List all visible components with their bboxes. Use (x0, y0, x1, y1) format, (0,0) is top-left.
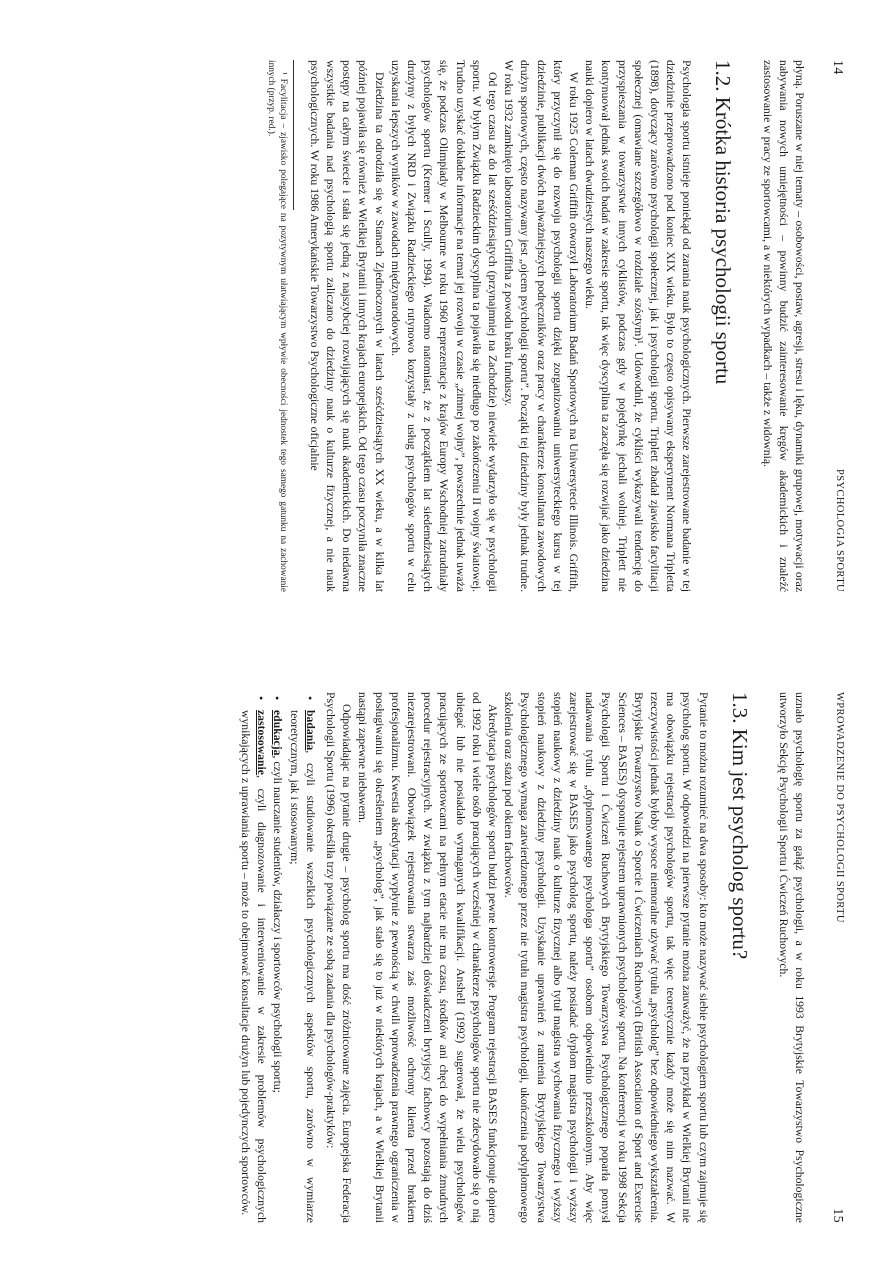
page-number: 15 (830, 1208, 845, 1223)
section-heading: 1.2. Krótka historia psychologii sportu (711, 60, 736, 385)
body-paragraph: Psychologia sportu istnieje poniekąd od zarania nauk psychologicznych. Pierwsze zarejestrowane badanie w tej dziedzinie przeprowadzono pod koniec XIX wieku. Było to często opisywany eksperyment Normana Tripletta (1898), dotyczący zarówno psychologii społecznej, jak i psychologii sportu. Triplett zbadał zjawisko facylitacji społecznej (omawiane szczegółowo w rozdziale szóstym)¹. Udowodnił, że cykliści wykazywali tendencję do przyspieszania w towarzystwie innych cyklistów, podczas gdy w pojedynkę jechali wolniej. Triplett nie kontynuował jednak swoich badań w zakresie sportu, tak więc dyscyplina ta zaczęła się rozwijać jako dziedzina nauki dopiero w latach dwudziestych naszego wieku. (583, 60, 694, 592)
list-item-text: , czyli diagnozowanie i interweniowanie w zakresie problemów psychologicznych wynikających z uprawiania sportu – może to obejmować konsultacje drużyn lub pojedynczych sportowców. (238, 710, 269, 1223)
list-item (269, 696, 285, 1223)
intro-paragraph: płyną. Poruszane w niej tematy – osobowości, postaw, agresji, stresu i lęku, dynamiki grupowej, motywacji oraz nabywania nowych umiejętności – powinny budzić zainteresowanie kręgów akademickich i znaleźć zastosowanie w pracy ze sportowcami, a w niektórych wypadkach – także z widownią. (760, 60, 806, 592)
list-item-term: zastosowanie (255, 710, 269, 775)
body-paragraph: Akredytacja psychologów sportu budzi pewne kontrowersje. Program rejestracji BASES funkcjonuje dopiero od 1992 roku i wiele osób pracujących wcześniej w charakterze psychologów sportu nie zdecydowało się o nią ubiegać lub nie posiadało wymaganych kwalifikacji. Anshell (1992) sugerował, że wielu psychologów pracujących ze sportowcami na pełnym etacie nie ma czasu, środków ani chęci do wypełniania żmudnych procedur rejestracyjnych. W związku z tym najbardziej doświadczeni brytyjscy fachowcy pozostają do dziś niezarejestrowani. Obowiązek rejestrowania stwarza zaś możliwość ochrony klienta przed brakiem profesjonalizmu. Kwestia akredytacji wypłynie z pewnością w chwili wprowadzenia prawnego ograniczenia w posługiwaniu się określeniem „psycholog”, jak stało się to już w niektórych krajach, a w Wielkiej Brytanii nastąpi zapewne niebawem. (356, 692, 499, 1223)
page-number: 14 (830, 60, 845, 75)
body-paragraph: Pytanie to można rozumieć na dwa sposoby: kto może nazywać siebie psychologiem sportu lub czym zajmuje się psycholog sportu. W odpowiedzi na pierwsze pytanie można zauważyć, że na przykład w Wielkiej Brytanii nie ma obowiązku rejestracji psychologów sportu, tak więc teoretycznie każdy może się nim nazwać. W rzeczywistości jednak byłoby wysoce niemoralne używać tytułu „psycholog” bez odpowiedniego wykształcenia. Brytyjskie Towarzystwo Nauk o Sporcie i Ćwiczeniach Ruchowych (British Association of Sport and Exercise Sciences – BASES) dysponuje rejestrem uprawnionych psychologów sportu. Na konferencji w roku 1998 Sekcja Psychologii Sportu i Ćwiczeń Ruchowych Brytyjskiego Towarzystwa Psychologicznego poparła pomysł nadawania tytułu „dyplomowanego psychologa sportu” osobom odpowiednio przeszkolonym. Aby więc zarejestrować się w BASES jako psycholog sportu, należy posiadać dyplom magistra psychologii i wyższy stopień naukowy z dziedziny nauk o kulturze fizycznej albo tytuł magistra wychowania fizycznego i wyższy stopień naukowy z dziedziny psychologii. Uzyskanie uprawnień z ramienia Brytyjskiego Towarzystwa Psychologicznego wymaga zatwierdzonego przez nie tytułu magistra psychologii, ukończenia podyplomowego szkolenia oraz stażu pod okiem fachowców. (502, 692, 710, 1223)
page-15-content (60, 692, 845, 1223)
list-item-text: , czyli studiowanie wszelkich psychologicznych aspektów sportu, zarówno w wymiarze teoretycznym, jak i stosowanym; (287, 710, 317, 1223)
running-head: PSYCHOLOGIA SPORTU (834, 469, 845, 592)
footnote-divider (293, 60, 294, 210)
running-head: WPROWADZENIE DO PSYCHOLOGII SPORTU (834, 692, 845, 923)
list-item (237, 696, 269, 1223)
task-list (237, 692, 318, 1223)
bullet-icon: • (254, 696, 269, 701)
body-paragraph: Od tego czasu aż do lat sześćdziesiątych (przynajmniej na Zachodzie) niewiele wydarzyło się w psychologii sportu. W byłym Związku Radzieckim dyscyplina ta pojawiła się niedługo po zakończeniu II wojny światowej. Trudno uzyskać dokładne informacje na temat jej rozwoju w czasie „zimnej wojny”, powszechnie jednak uważa się, że podczas Olimpiady w Melbourne w roku 1960 reprezentacje z krajów Europy Wschodniej zatrudniały psychologów sportu (Kremer i Scully, 1994). Wiadomo natomiast, że z początkiem lat siedemdziesiątych drużyny z byłych NRD i Związku Radzieckiego rutynowo korzystały z usług psychologów sportu w celu uzyskania lepszych wyników w zawodach międzynarodowych. (388, 60, 499, 592)
body-paragraph: Dziedzina ta odrodziła się w Stanach Zjednoczonych w latach sześćdziesiątych XX wieku, a w kilka lat później pojawiła się również w Wielkiej Brytanii i innych krajach europejskich. Od tego czasu poczyniła znaczne postępy na całym świecie i stała się jedną z najszybciej rozwijających się nauk akademickich. Do niedawna wszystkie badania nad psychologią sportu zaliczano do dziedziny nauk o kulturze fizycznej, a nie nauk psychologicznych. W roku 1986 Amerykańskie Towarzystwo Psychologiczne oficjalnie (307, 60, 386, 592)
list-item (285, 696, 317, 1223)
list-item-term: badania (303, 710, 317, 751)
page-header (829, 692, 845, 1223)
page-header (829, 60, 845, 592)
section-heading: 1.3. Kim jest psycholog sportu? (727, 692, 752, 960)
body-paragraph: W roku 1925 Coleman Griffith otworzył Laboratorium Badań Sportowych na Uniwersytecie Illinois. Griffith, który przyczynił się do rozwoju psychologii sportu dzięki zorganizowaniu uniwersyteckiego kursu w tej dziedzinie, publikacji dwóch najważniejszych podręczników oraz pracy w charakterze konsultanta zawodowych drużyn sportowych, często nazywany jest „ojcem psychologii sportu”. Początki tej dziedziny były jednak trudne. W roku 1932 zamknięto laboratorium Griffitha z powodu braku funduszy. (502, 60, 580, 592)
bullet-icon: • (270, 696, 285, 701)
body-paragraph: Odpowiadając na pytanie drugie – psycholog sportu ma dość zróżnicowane zajęcia. Europejska Federacja Psychologii Sportu (1996) określiła trzy powiązane ze sobą zadania dla psychologów-praktyków: (323, 692, 354, 1223)
page-14-content (60, 60, 845, 592)
continuation-paragraph: uznało psychologię sportu za gałąź psychologii, a w roku 1993 Brytyjskie Towarzystwo Psychologiczne utworzyło Sekcję Psychologii Sportu i Ćwiczeń Ruchowych. (776, 692, 806, 1223)
bullet-icon: • (302, 696, 317, 701)
page-15 (0, 632, 893, 1263)
footnote: ¹ Facylitacja – zjawisko polegające na pozytywnym ułatwiającym wpływie obecności jednostek tego samego gatunku na zachowanie innych (przyp. red.). (265, 60, 288, 592)
list-item-text: , czyli nauczanie studentów, działaczy i sportowców psychologii sportu; (271, 755, 285, 1093)
list-item-term: edukacja (271, 710, 285, 756)
